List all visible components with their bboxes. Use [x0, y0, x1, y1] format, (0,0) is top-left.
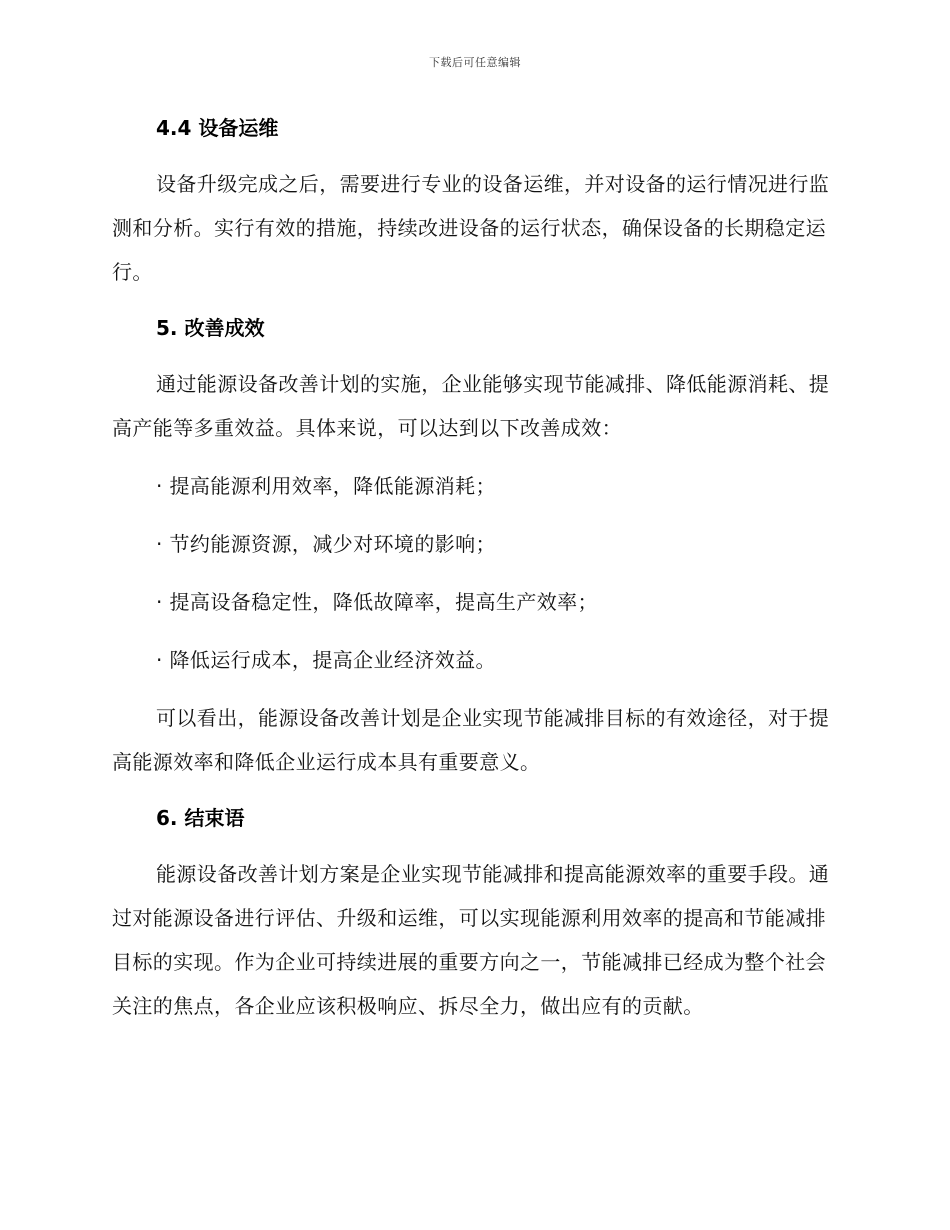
header-note: 下载后可任意编辑 — [429, 56, 521, 69]
document-body — [112, 108, 834, 1042]
list-item: · 节约能源资源，减少对环境的影响； — [156, 532, 496, 556]
section-heading-4-4: 4.4 设备运维 — [156, 116, 279, 140]
section-6-paragraph: 能源设备改善计划方案是企业实现节能减排和提高能源效率的重要手段。通过对能源设备进行评估、升级和运维，可以实现能源利用效率的提高和节能减排目标的实现。作为企业可持续进展的重要方向之一，节能减排已经成为整个社会关注的焦点，各企业应该积极响应、拆尽全力，做出应有的贡献。 — [112, 862, 830, 1018]
list-item: · 降低运行成本，提高企业经济效益。 — [156, 648, 496, 672]
section-5-intro: 通过能源设备改善计划的实施，企业能够实现节能减排、降低能源消耗、提高产能等多重效益。具体来说，可以达到以下改善成效： — [112, 372, 830, 440]
section-heading-6: 6. 结束语 — [156, 806, 245, 830]
section-heading-5: 5. 改善成效 — [156, 316, 265, 340]
list-item: · 提高能源利用效率，降低能源消耗； — [156, 474, 496, 498]
section-4-4-paragraph: 设备升级完成之后，需要进行专业的设备运维，并对设备的运行情况进行监测和分析。实行有效的措施，持续改进设备的运行状态，确保设备的长期稳定运行。 — [112, 172, 830, 284]
list-item: · 提高设备稳定性，降低故障率，提高生产效率； — [156, 590, 598, 614]
section-5-conclusion: 可以看出，能源设备改善计划是企业实现节能减排目标的有效途径，对于提高能源效率和降低企业运行成本具有重要意义。 — [112, 706, 830, 774]
